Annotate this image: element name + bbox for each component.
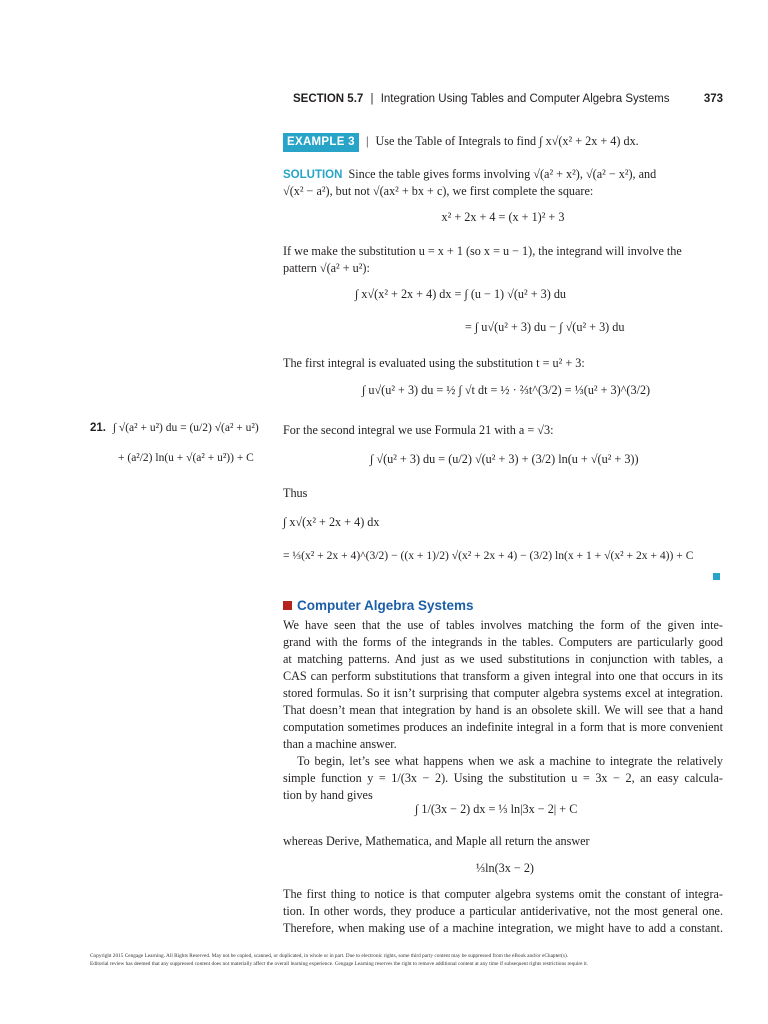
equation-complete-square: x² + 2x + 4 = (x + 1)² + 3 (441, 210, 565, 224)
paragraph-line: That doesn’t mean that integration by hand is an obsolete skill. We will see that a hand (283, 703, 723, 717)
equation-integral-1: ∫ x√(x² + 2x + 4) dx = ∫ (u − 1) √(u² + 3) du (355, 287, 567, 301)
example-separator: | (365, 134, 369, 148)
example-line (283, 133, 639, 152)
footer-line-1: Copyright 2015 Cengage Learning. All Rights Reserved. May not be copied, scanned, or duplicated, in whole or in part. Due to electronic rights, some third party content may be suppressed from the eBook and/or eChapter(s). (90, 953, 569, 959)
equation-integral-2: = ∫ u√(u² + 3) du − ∫ √(u² + 3) du (465, 320, 625, 334)
page-number: 373 (703, 93, 723, 105)
example-badge: EXAMPLE 3 (283, 133, 359, 152)
running-header (293, 93, 723, 105)
solution-line-1 (283, 166, 656, 184)
section-title: Integration Using Tables and Computer Algebra Systems (380, 93, 670, 105)
paragraph-line: than a machine answer. (283, 737, 397, 751)
header-separator: | (370, 93, 374, 105)
equation-thus-2: = ⅓(x² + 2x + 4)^(3/2) − ((x + 1)/2) √(x² + 2x + 4) − (3/2) ln(x + 1 + √(x² + 2x + 4)) + C (283, 549, 694, 562)
equation-thus-1: ∫ x√(x² + 2x + 4) dx (283, 515, 380, 529)
paragraph-line: grand with the forms of the integrands in the tables. Computers are particularly good (283, 635, 723, 649)
substitution-text-1: If we make the substitution u = x + 1 (so x = u − 1), the integrand will involve the (283, 244, 682, 258)
solution-label: SOLUTION (283, 169, 343, 181)
first-integral-text: The first integral is evaluated using the substitution t = u² + 3: (283, 356, 585, 370)
paragraph-line: To begin, let’s see what happens when we ask a machine to integrate the relatively (297, 754, 723, 768)
paragraph-line: We have seen that the use of tables involves matching the form of the given inte- (283, 618, 723, 632)
equation-machine-answer: ⅓ln(3x − 2) (476, 861, 534, 875)
paragraph-line: CAS can perform substitutions that transform a given integral into one that occurs in its (283, 669, 723, 683)
copyright-footer (90, 952, 680, 968)
formula-line-1: ∫ √(a² + u²) du = (u/2) √(a² + u²) (112, 422, 259, 434)
paragraph-line: The first thing to notice is that computer algebra systems omit the constant of integra- (283, 887, 723, 901)
heading-square-icon (283, 601, 292, 610)
substitution-text-2: pattern √(a² + u²): (283, 261, 370, 275)
cas-paragraph-1 (283, 617, 723, 753)
formula-number: 21. (90, 422, 106, 434)
solution-line-2: √(x² − a²), but not √(ax² + bx + c), we first complete the square: (283, 184, 594, 198)
paragraph-line: at matching patterns. And just as we used substitutions in conjunction with tables, a (283, 652, 723, 666)
section-heading (283, 598, 474, 613)
formula-line-2: + (a²/2) ln(u + √(a² + u²)) + C (118, 452, 254, 464)
section-number: SECTION 5.7 (293, 93, 364, 105)
margin-formula-21 (90, 422, 259, 434)
cas-paragraph-2 (283, 753, 723, 804)
example-prompt: Use the Table of Integrals to find ∫ x√(x² + 2x + 4) dx. (375, 134, 639, 148)
paragraph-line: tion by hand gives (283, 788, 373, 802)
end-of-example-marker (713, 573, 720, 580)
equation-hand-integral: ∫ 1/(3x − 2) dx = ⅓ ln|3x − 2| + C (415, 802, 578, 816)
equation-first-integral: ∫ u√(u² + 3) du = ½ ∫ √t dt = ½ · ⅔t^(3/2) = ⅓(u² + 3)^(3/2) (362, 383, 651, 397)
thus-text: Thus (283, 486, 308, 500)
paragraph-line: stored formulas. So it isn’t surprising that computer algebra systems excel at integration. (283, 686, 723, 700)
cas-paragraph-3 (283, 886, 723, 937)
paragraph-line: tion. In other words, they produce a particular antiderivative, not the most general one. (283, 904, 723, 918)
solution-text-1: Since the table gives forms involving √(a² + x²), √(a² − x²), and (348, 167, 657, 181)
footer-line-2: Editorial review has deemed that any suppressed content does not materially affect the overall learning experience. Cengage Learning reserves the right to remove additional content at any time if subsequent rights restrictions require it. (90, 961, 589, 967)
paragraph-line: Therefore, when making use of a machine integration, we might have to add a constant. (283, 921, 723, 935)
paragraph-line: computation sometimes produces an indefinite integral in a form that is more convenient (283, 720, 723, 734)
whereas-text: whereas Derive, Mathematica, and Maple all return the answer (283, 834, 590, 848)
equation-second-integral: ∫ √(u² + 3) du = (u/2) √(u² + 3) + (3/2) ln(u + √(u² + 3)) (370, 452, 639, 466)
section-heading-text: Computer Algebra Systems (297, 598, 474, 613)
second-integral-text: For the second integral we use Formula 21 with a = √3: (283, 423, 554, 437)
paragraph-line: simple function y = 1/(3x − 2). Using the substitution u = 3x − 2, an easy calcula- (283, 771, 723, 785)
